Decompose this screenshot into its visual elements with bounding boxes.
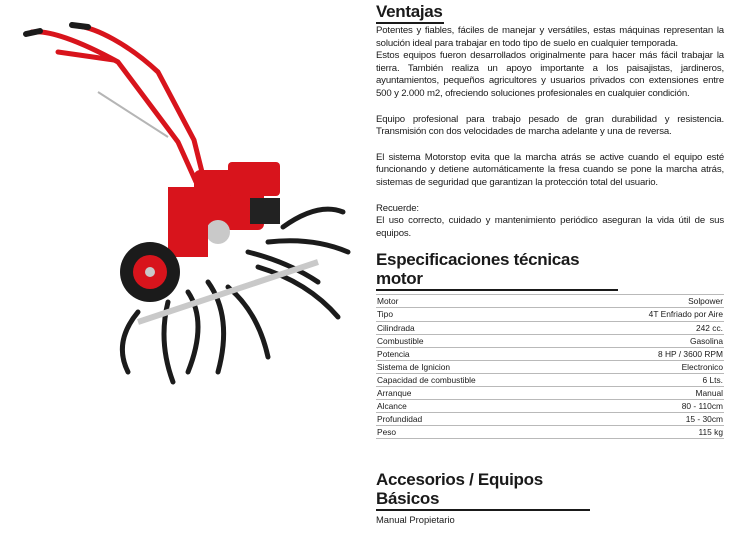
spec-label: Motor bbox=[376, 295, 574, 308]
table-row bbox=[376, 308, 724, 321]
spec-value: Manual bbox=[574, 386, 724, 399]
spec-label: Arranque bbox=[376, 386, 574, 399]
spec-label: Sistema de Ignicion bbox=[376, 360, 574, 373]
spec-label: Profundidad bbox=[376, 413, 574, 426]
ventajas-text-1b: Estos equipos fueron desarrollados originalmente para hacer más fácil trabajar la tierra. También realiza un apoyo importante a los paisajistas, jardineros, ayuntamientos, pequeños agricultores y usuarios privados con extensiones entre 500 y 2.000 m2, ofreciendo soluciones profesionales en cualquier condición. bbox=[376, 50, 724, 99]
recuerde-label: Recuerde: bbox=[376, 202, 419, 214]
spec-value: Gasolina bbox=[574, 334, 724, 347]
table-row bbox=[376, 295, 724, 308]
spec-value: 6 Lts. bbox=[574, 373, 724, 386]
wheel bbox=[120, 242, 180, 302]
accesorio-item: Manual Propietario bbox=[376, 514, 455, 526]
table-row bbox=[376, 334, 724, 347]
table-row bbox=[376, 321, 724, 334]
accesorios-heading: Accesorios / Equipos Básicos bbox=[376, 470, 590, 511]
specs-heading: Especificaciones técnicas motor bbox=[376, 250, 618, 291]
spec-value: 115 kg bbox=[574, 426, 724, 439]
table-row bbox=[376, 386, 724, 399]
table-row bbox=[376, 373, 724, 386]
spec-label: Cilindrada bbox=[376, 321, 574, 334]
ventajas-paragraph-equipment: Equipo profesional para trabajo pesado de gran durabilidad y resistencia. Transmisión con dos velocidades de marcha adelante y una de reversa. bbox=[376, 113, 724, 138]
spec-value: Solpower bbox=[574, 295, 724, 308]
tiller-product-image bbox=[18, 22, 358, 394]
table-row bbox=[376, 347, 724, 360]
spec-value: 80 - 110cm bbox=[574, 400, 724, 413]
recuerde-text: El uso correcto, cuidado y mantenimiento periódico aseguran la vida útil de sus equipos. bbox=[376, 215, 724, 239]
ventajas-paragraph-motorstop: El sistema Motorstop evita que la marcha atrás se active cuando el equipo esté funcionando y detiene automáticamente la fresa cuando se pone la marcha atrás, sistemas de seguridad que garantizan la protección total del usuario. bbox=[376, 151, 724, 188]
spec-value: 8 HP / 3600 RPM bbox=[574, 347, 724, 360]
table-row bbox=[376, 413, 724, 426]
spec-label: Alcance bbox=[376, 400, 574, 413]
table-row bbox=[376, 426, 724, 439]
ventajas-text-1a: Potentes y fiables, fáciles de manejar y versátiles, estas máquinas representan la solución ideal para trabajar en todo tipo de suelo en cualquier temporada. bbox=[376, 25, 724, 49]
specs-table bbox=[376, 294, 724, 439]
spec-label: Combustible bbox=[376, 334, 574, 347]
spec-value: Electronico bbox=[574, 360, 724, 373]
spec-label: Capacidad de combustible bbox=[376, 373, 574, 386]
ventajas-paragraph-recuerde bbox=[376, 203, 724, 241]
table-row bbox=[376, 400, 724, 413]
spec-label: Potencia bbox=[376, 347, 574, 360]
spec-label: Tipo bbox=[376, 308, 574, 321]
ventajas-heading: Ventajas bbox=[376, 2, 444, 24]
spec-value: 4T Enfriado por Aire bbox=[574, 308, 724, 321]
engine bbox=[168, 162, 280, 257]
spec-value: 242 cc. bbox=[574, 321, 724, 334]
spec-value: 15 - 30cm bbox=[574, 413, 724, 426]
table-row bbox=[376, 360, 724, 373]
spec-label: Peso bbox=[376, 426, 574, 439]
ventajas-paragraph-intro bbox=[376, 25, 724, 101]
